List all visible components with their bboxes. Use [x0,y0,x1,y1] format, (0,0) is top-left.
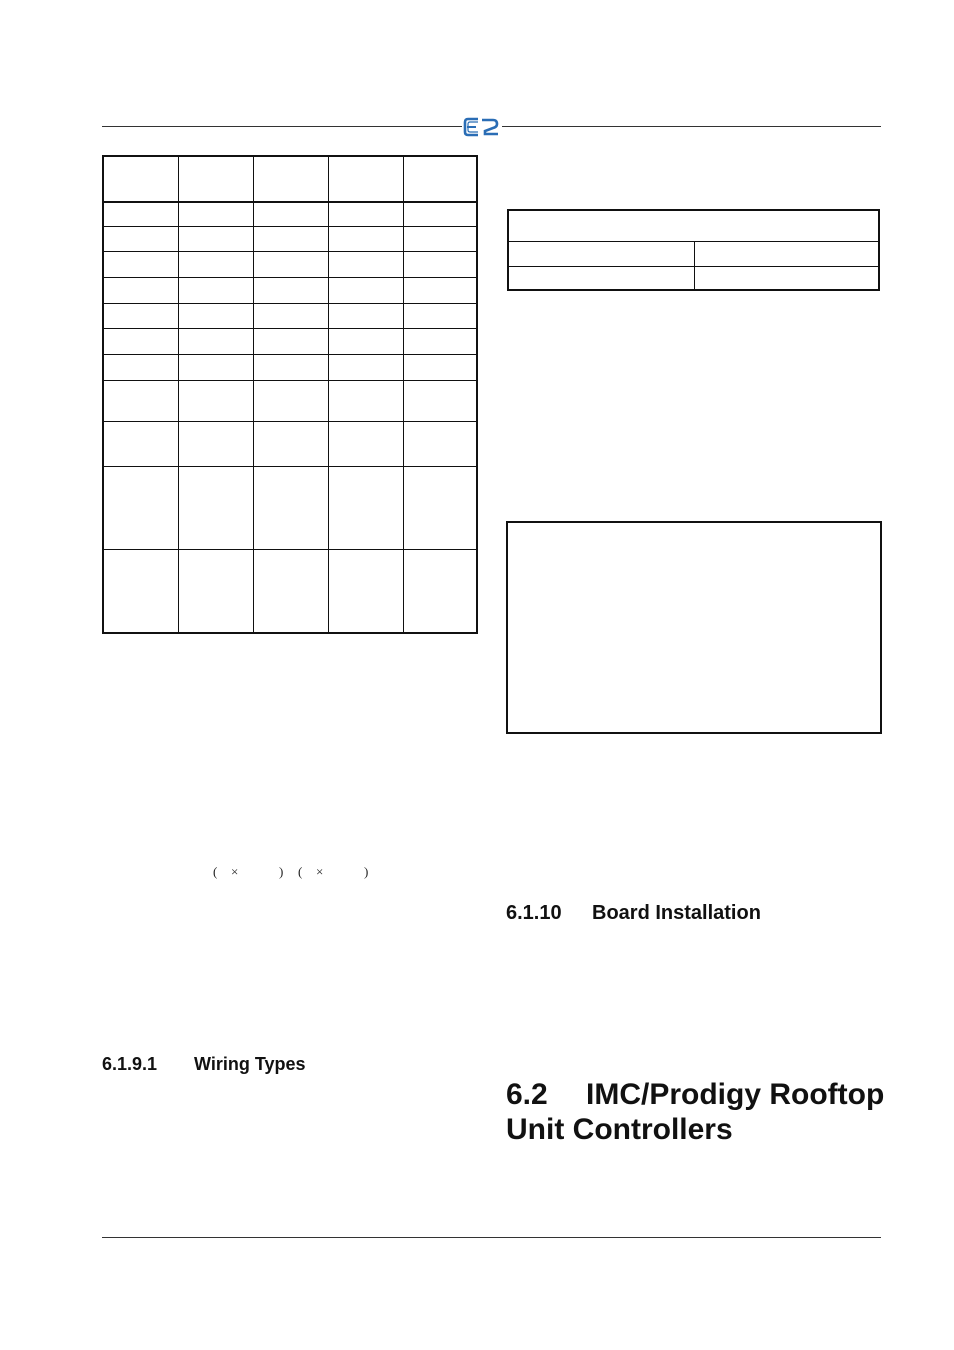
note-box [506,521,882,734]
table-row-divider [104,303,476,304]
e2-logo-icon [462,114,502,140]
table-row-divider [104,226,476,227]
formula-paren-close: ) [279,864,284,879]
table-row-divider [104,328,476,329]
heading-number: 6.2 [506,1078,548,1111]
table-column-divider [253,157,254,632]
formula-times: × [231,864,239,879]
formula-paren-open: ( [213,864,218,879]
table-row-divider [104,354,476,355]
formula-paren-close: ) [364,864,369,879]
formula-paren-open: ( [298,864,303,879]
table-column-divider [328,157,329,632]
cable-spec-table [102,155,478,634]
heading-title: Board Installation [592,902,761,924]
table-column-divider [403,157,404,632]
footer-rule [102,1237,881,1238]
heading-number: 6.1.10 [506,902,562,924]
heading-title: Wiring Types [194,1054,306,1074]
table-row-divider [104,466,476,467]
table-header-divider [104,201,476,203]
table-row-divider [104,549,476,550]
heading-number: 6.1.9.1 [102,1054,158,1074]
table-column-divider [178,157,179,632]
heading-imc-prodigy [506,1077,886,1147]
table-column-divider [694,241,695,289]
heading-board-installation [506,902,761,925]
table-row-divider [104,421,476,422]
right-spec-table [507,209,880,291]
heading-title: IMC/Prodigy Rooftop Unit Controllers [506,1078,885,1146]
heading-wiring-types [102,1054,306,1075]
table-row-divider [104,251,476,252]
table-row-divider [104,380,476,381]
e2-logo [462,114,502,140]
formula-times: × [316,864,324,879]
table-row-divider [104,277,476,278]
